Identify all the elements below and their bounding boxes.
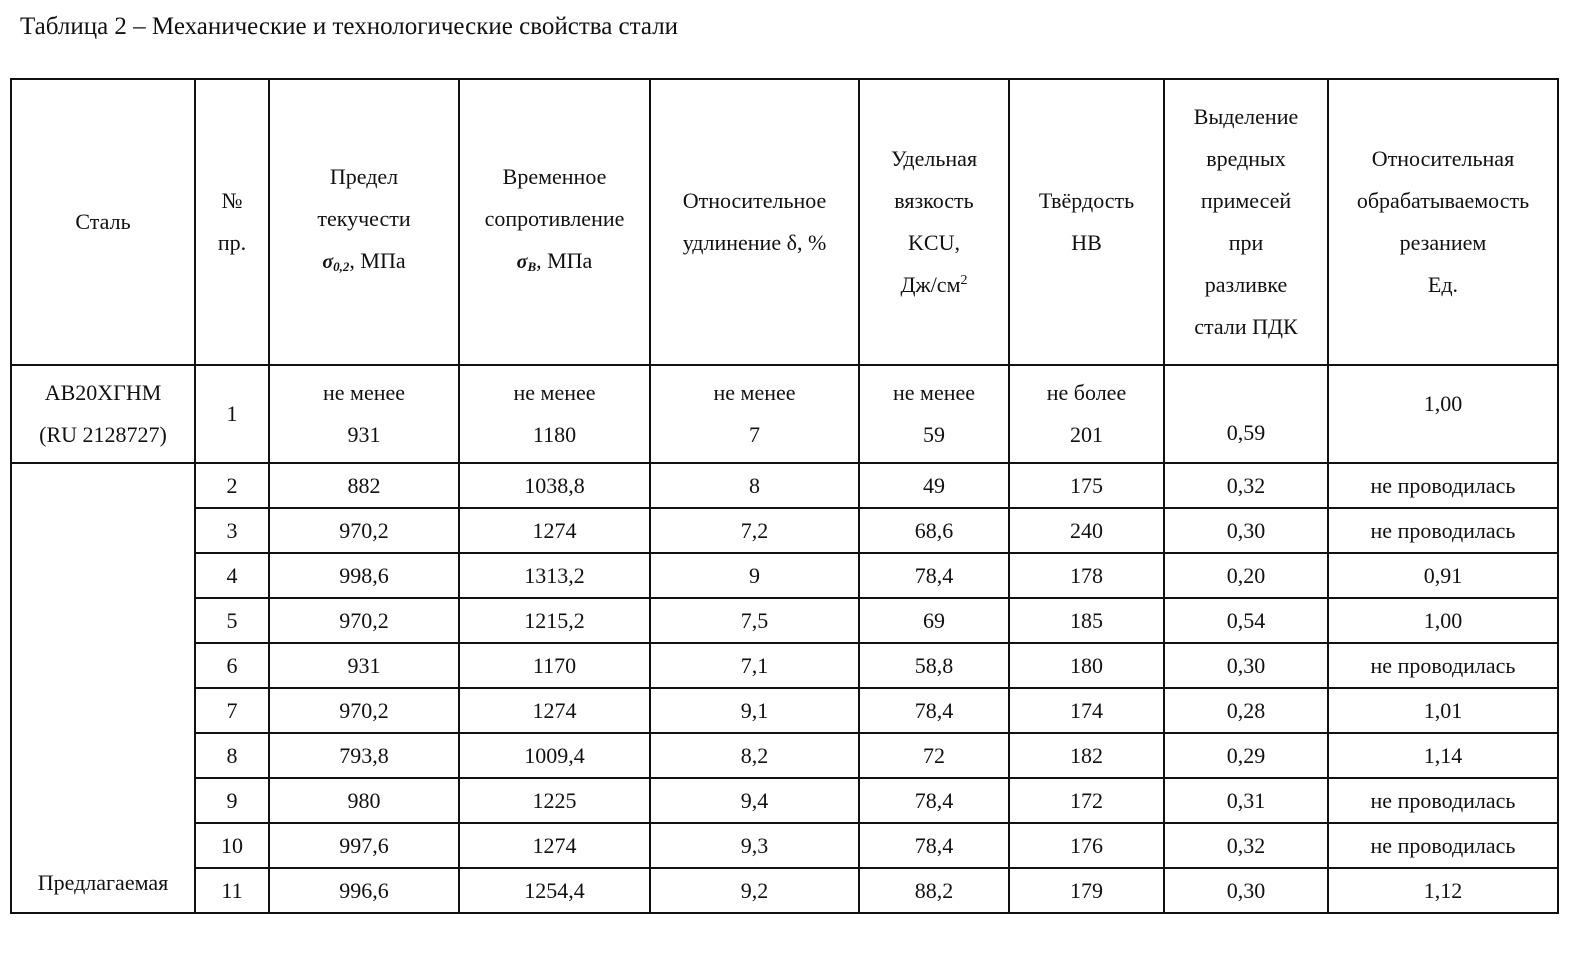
header-tensile-line-1: Временное [502, 164, 607, 189]
cell-machinability: 1,01 [1328, 688, 1558, 733]
reference-yield [269, 365, 459, 463]
cell-machinability: 1,12 [1328, 868, 1558, 913]
table-row [11, 508, 1558, 553]
reference-mach-value: 1,00 [1423, 391, 1463, 416]
cell-emissions: 0,29 [1164, 733, 1328, 778]
cell-impact-toughness: 69 [859, 598, 1009, 643]
cell-yield: 970,2 [269, 508, 459, 553]
cell-emissions: 0,30 [1164, 643, 1328, 688]
cell-emissions: 0,54 [1164, 598, 1328, 643]
header-tensile-strength [459, 79, 650, 365]
header-ksu-unit: Дж/см [900, 272, 961, 297]
cell-hardness: 175 [1009, 463, 1164, 508]
cell-emissions: 0,28 [1164, 688, 1328, 733]
cell-impact-toughness: 78,4 [859, 553, 1009, 598]
header-emis-line-2: вредных [1206, 146, 1286, 171]
table-row [11, 868, 1558, 913]
header-ksu-line-3: KCU, [908, 230, 960, 255]
cell-elongation: 7,2 [650, 508, 859, 553]
reference-ksu-value: 59 [923, 422, 945, 447]
cell-number: 5 [195, 598, 269, 643]
cell-tensile: 1009,4 [459, 733, 650, 778]
header-number-line-2: пр. [217, 230, 247, 255]
proposed-steel-label: Предлагаемая [37, 870, 169, 895]
reference-hard-value: 201 [1070, 422, 1103, 447]
header-mach-line-1: Относительная [1371, 146, 1515, 171]
cell-hardness: 172 [1009, 778, 1164, 823]
cell-hardness: 178 [1009, 553, 1164, 598]
cell-tensile: 1170 [459, 643, 650, 688]
header-emis-line-4: при [1228, 230, 1264, 255]
cell-hardness: 240 [1009, 508, 1164, 553]
cell-tensile: 1215,2 [459, 598, 650, 643]
reference-hard-qualifier: не более [1046, 380, 1127, 405]
cell-impact-toughness: 72 [859, 733, 1009, 778]
header-yield-strength [269, 79, 459, 365]
cell-machinability: 1,00 [1328, 598, 1558, 643]
header-number-line-1: № [221, 188, 243, 213]
cell-elongation: 9,2 [650, 868, 859, 913]
reference-impact-toughness [859, 365, 1009, 463]
cell-emissions: 0,30 [1164, 868, 1328, 913]
header-yield-line-1: Предел [329, 164, 399, 189]
cell-elongation: 7,5 [650, 598, 859, 643]
cell-tensile: 1313,2 [459, 553, 650, 598]
reference-tensile [459, 365, 650, 463]
cell-number: 9 [195, 778, 269, 823]
cell-hardness: 179 [1009, 868, 1164, 913]
cell-yield: 998,6 [269, 553, 459, 598]
reference-emissions [1164, 365, 1328, 463]
cell-impact-toughness: 78,4 [859, 688, 1009, 733]
cell-machinability: не проводилась [1328, 508, 1558, 553]
header-hard-line-2: HB [1071, 230, 1102, 255]
header-yield-unit: , МПа [349, 248, 406, 273]
header-hardness [1009, 79, 1164, 365]
sigma-symbol: σ [322, 251, 334, 273]
properties-table [10, 78, 1559, 914]
cell-machinability: не проводилась [1328, 823, 1558, 868]
cell-elongation: 7,1 [650, 643, 859, 688]
reference-elongation [650, 365, 859, 463]
cell-elongation: 9,4 [650, 778, 859, 823]
table-row [11, 823, 1558, 868]
cell-machinability: не проводилась [1328, 778, 1558, 823]
cell-tensile: 1274 [459, 823, 650, 868]
cell-number: 7 [195, 688, 269, 733]
table-row [11, 553, 1558, 598]
cell-number: 2 [195, 463, 269, 508]
header-mach-line-4: Ед. [1427, 272, 1459, 297]
cell-yield: 970,2 [269, 688, 459, 733]
cell-machinability: не проводилась [1328, 643, 1558, 688]
cell-number: 11 [195, 868, 269, 913]
header-emis-line-5: разливке [1204, 272, 1288, 297]
header-steel [11, 79, 195, 365]
reference-machinability [1328, 365, 1558, 463]
cell-impact-toughness: 88,2 [859, 868, 1009, 913]
reference-row [11, 365, 1558, 463]
cell-elongation: 8 [650, 463, 859, 508]
cell-hardness: 185 [1009, 598, 1164, 643]
cell-number: 3 [195, 508, 269, 553]
header-emis-line-1: Выделение [1193, 104, 1299, 129]
cell-elongation: 8,2 [650, 733, 859, 778]
cell-yield: 931 [269, 643, 459, 688]
cell-number: 8 [195, 733, 269, 778]
cell-impact-toughness: 49 [859, 463, 1009, 508]
cell-impact-toughness: 68,6 [859, 508, 1009, 553]
header-impact-toughness [859, 79, 1009, 365]
cell-impact-toughness: 78,4 [859, 823, 1009, 868]
header-hard-line-1: Твёрдость [1038, 188, 1135, 213]
header-tensile-line-2: сопротивление [484, 206, 625, 231]
cell-yield: 882 [269, 463, 459, 508]
header-elong-line-1: Относительное [682, 188, 827, 213]
cell-elongation: 9,1 [650, 688, 859, 733]
reference-steel-name: АВ20ХГНМ [44, 380, 162, 405]
table-row [11, 733, 1558, 778]
header-emis-line-3: примесей [1200, 188, 1292, 213]
cell-elongation: 9,3 [650, 823, 859, 868]
table-row [11, 643, 1558, 688]
reference-elong-qualifier: не менее [713, 380, 796, 405]
header-ksu-line-1: Удельная [890, 146, 978, 171]
cell-number: 6 [195, 643, 269, 688]
cell-machinability: 0,91 [1328, 553, 1558, 598]
cell-yield: 970,2 [269, 598, 459, 643]
table-row [11, 778, 1558, 823]
cell-tensile: 1225 [459, 778, 650, 823]
cell-tensile: 1274 [459, 688, 650, 733]
reference-emis-value: 0,59 [1226, 420, 1266, 445]
header-emis-line-6: стали ПДК [1194, 314, 1298, 339]
cell-yield: 793,8 [269, 733, 459, 778]
table-row [11, 688, 1558, 733]
proposed-rows [11, 463, 1558, 913]
reference-yield-value: 931 [347, 422, 381, 447]
cell-emissions: 0,20 [1164, 553, 1328, 598]
cell-emissions: 0,31 [1164, 778, 1328, 823]
sigma-subscript: 0,2 [333, 259, 350, 274]
header-mach-line-3: резанием [1399, 230, 1487, 255]
table-row [11, 463, 1558, 508]
header-machinability [1328, 79, 1558, 365]
header-yield-line-3 [270, 240, 458, 288]
header-elongation [650, 79, 859, 365]
cell-elongation: 9 [650, 553, 859, 598]
table-title: Таблица 2 – Механические и технологические свойства стали [20, 13, 679, 40]
cell-emissions: 0,32 [1164, 463, 1328, 508]
cell-hardness: 176 [1009, 823, 1164, 868]
cell-tensile: 1274 [459, 508, 650, 553]
reference-tensile-value: 1180 [532, 422, 577, 447]
cell-machinability: не проводилась [1328, 463, 1558, 508]
reference-number: 1 [195, 365, 269, 463]
proposed-steel-cell [11, 463, 195, 913]
cell-machinability: 1,14 [1328, 733, 1558, 778]
reference-yield-qualifier: не менее [322, 380, 406, 405]
header-number [195, 79, 269, 365]
cell-yield: 980 [269, 778, 459, 823]
cell-hardness: 182 [1009, 733, 1164, 778]
cell-tensile: 1038,8 [459, 463, 650, 508]
reference-steel-cell [11, 365, 195, 463]
cell-emissions: 0,32 [1164, 823, 1328, 868]
header-ksu-line-4 [860, 264, 1008, 306]
sigma-symbol: σ [516, 251, 528, 273]
cell-impact-toughness: 58,8 [859, 643, 1009, 688]
header-steel-label: Сталь [75, 209, 131, 234]
header-tensile-line-3 [460, 240, 649, 288]
cell-number: 10 [195, 823, 269, 868]
header-ksu-superscript: 2 [960, 273, 968, 288]
reference-elong-value: 7 [749, 422, 760, 447]
header-mach-line-2: обрабатываемость [1356, 188, 1530, 213]
sigma-subscript: В [527, 259, 537, 274]
cell-emissions: 0,30 [1164, 508, 1328, 553]
header-ksu-line-2: вязкость [894, 188, 974, 213]
cell-tensile: 1254,4 [459, 868, 650, 913]
header-yield-line-2: текучести [317, 206, 411, 231]
cell-yield: 997,6 [269, 823, 459, 868]
header-emissions [1164, 79, 1328, 365]
reference-steel-patent: (RU 2128727) [39, 422, 167, 447]
cell-yield: 996,6 [269, 868, 459, 913]
reference-hardness [1009, 365, 1164, 463]
reference-tensile-qualifier: не менее [513, 380, 596, 405]
cell-hardness: 174 [1009, 688, 1164, 733]
header-elong-line-2: удлинение δ, % [682, 230, 827, 255]
header-row [11, 79, 1558, 365]
cell-number: 4 [195, 553, 269, 598]
header-tensile-unit: , МПа [536, 248, 593, 273]
reference-ksu-qualifier: не менее [892, 380, 976, 405]
cell-hardness: 180 [1009, 643, 1164, 688]
table-row [11, 598, 1558, 643]
cell-impact-toughness: 78,4 [859, 778, 1009, 823]
